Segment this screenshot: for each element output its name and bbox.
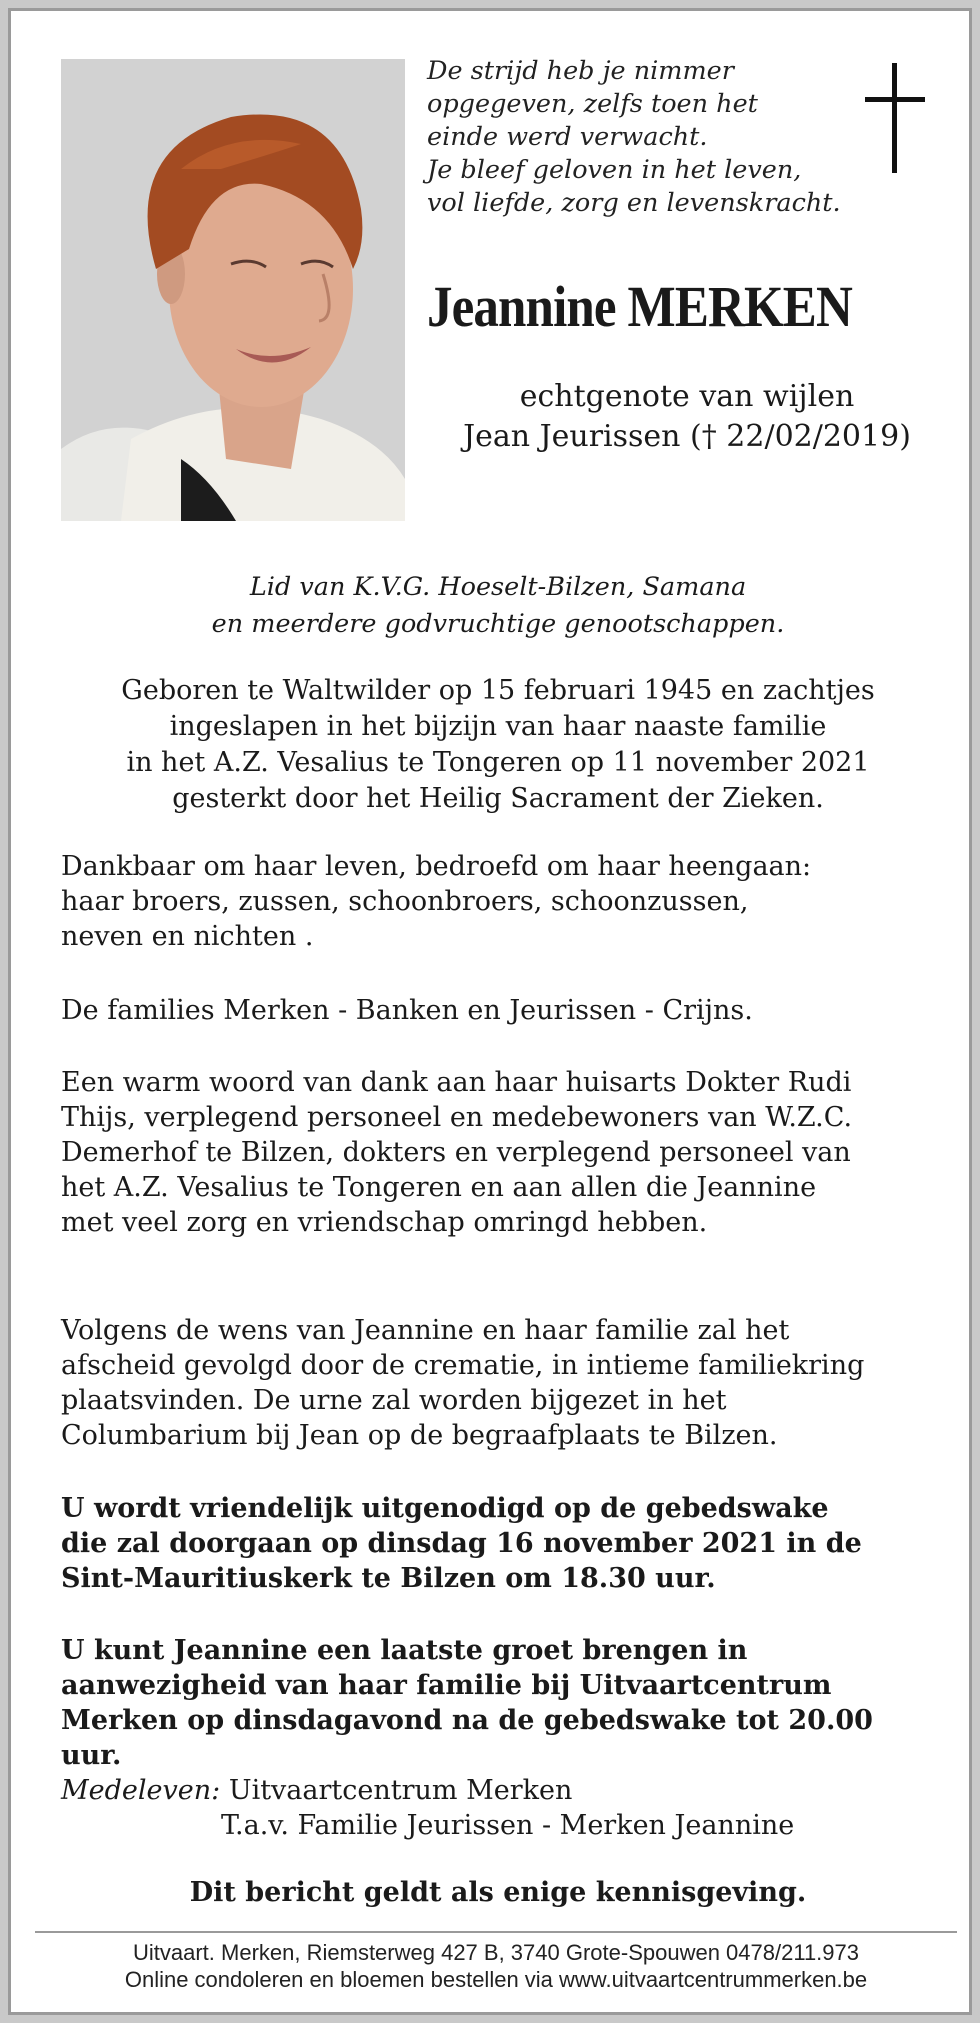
divider bbox=[35, 1931, 957, 1933]
visit-line: U kunt Jeannine een laatste groet brengen in bbox=[61, 1635, 748, 1666]
portrait-illustration bbox=[61, 59, 405, 521]
birth-line: Geboren te Waltwilder op 15 februari 1945 en zachtjes bbox=[121, 675, 875, 706]
mourners-line: neven en nichten . bbox=[61, 921, 314, 952]
verse-line: opgegeven, zelfs toen het bbox=[427, 89, 758, 119]
condolences-attention: T.a.v. Familie Jeurissen - Merken Jeannine bbox=[221, 1810, 795, 1841]
birth-line: in het A.Z. Vesalius te Tongeren op 11 november 2021 bbox=[126, 747, 870, 778]
visit-line: aanwezigheid van haar familie bij Uitvaartcentrum bbox=[61, 1670, 832, 1701]
footer-address: Uitvaart. Merken, Riemsterweg 427 B, 3740 Grote-Spouwen 0478/211.973 bbox=[133, 1940, 859, 1965]
farewell-line: plaatsvinden. De urne zal worden bijgezet in het bbox=[61, 1385, 727, 1416]
invitation bbox=[61, 1491, 935, 1596]
birth-line: ingeslapen in het bijzijn van haar naaste familie bbox=[169, 711, 827, 742]
verse-line: Je bleef geloven in het leven, bbox=[427, 155, 802, 185]
membership bbox=[61, 569, 935, 643]
mourners-line: Dankbaar om haar leven, bedroefd om haar heengaan: bbox=[61, 851, 812, 882]
visit-info bbox=[61, 1633, 935, 1773]
footer bbox=[35, 1939, 957, 1993]
thanks-line: Demerhof te Bilzen, dokters en verplegend personeel van bbox=[61, 1137, 851, 1168]
verse-line: vol liefde, zorg en levenskracht. bbox=[427, 188, 841, 218]
condolences-recipient: Uitvaartcentrum Merken bbox=[228, 1775, 573, 1806]
condolences-line bbox=[61, 1773, 935, 1808]
condolences bbox=[61, 1773, 935, 1843]
families: De families Merken - Banken en Jeurissen - Crijns. bbox=[61, 995, 753, 1026]
condolences-label: Medeleven: bbox=[61, 1775, 221, 1806]
cross-icon bbox=[865, 63, 925, 173]
spouse-line: Jean Jeurissen († 22/02/2019) bbox=[463, 419, 911, 454]
invitation-line: Sint-Mauritiuskerk te Bilzen om 18.30 uur. bbox=[61, 1563, 716, 1594]
thanks-line: Thijs, verplegend personeel en medebewoners van W.Z.C. bbox=[61, 1102, 853, 1133]
membership-line: en meerdere godvruchtige genootschappen. bbox=[211, 609, 785, 639]
farewell-line: Columbarium bij Jean op de begraafplaats te Bilzen. bbox=[61, 1420, 778, 1451]
visit-line: Merken op dinsdagavond na de gebedswake tot 20.00 uur. bbox=[61, 1705, 873, 1771]
notice: Dit bericht geldt als enige kennisgeving. bbox=[189, 1877, 807, 1908]
mourners bbox=[61, 849, 935, 954]
mourners-line: haar broers, zussen, schoonbroers, schoonzussen, bbox=[61, 886, 749, 917]
spouse-line: echtgenote van wijlen bbox=[519, 379, 855, 414]
thanks-line: Een warm woord van dank aan haar huisarts Dokter Rudi bbox=[61, 1067, 852, 1098]
invitation-line: die zal doorgaan op dinsdag 16 november 2021 in de bbox=[61, 1528, 862, 1559]
portrait-photo bbox=[61, 59, 405, 521]
thanks-line: het A.Z. Vesalius te Tongeren en aan allen die Jeannine bbox=[61, 1172, 817, 1203]
verse-line: einde werd verwacht. bbox=[427, 122, 708, 152]
verse-line: De strijd heb je nimmer bbox=[427, 56, 734, 86]
thanks bbox=[61, 1065, 935, 1240]
birth-death-details bbox=[61, 673, 935, 817]
invitation-line: U wordt vriendelijk uitgenodigd op de gebedswake bbox=[61, 1493, 829, 1524]
thanks-line: met veel zorg en vriendschap omringd hebben. bbox=[61, 1207, 708, 1238]
spouse-info bbox=[427, 377, 947, 457]
farewell-line: Volgens de wens van Jeannine en haar familie zal het bbox=[61, 1315, 790, 1346]
obituary-card bbox=[8, 8, 972, 2015]
birth-line: gesterkt door het Heilig Sacrament der Zieken. bbox=[172, 783, 824, 814]
verse bbox=[427, 55, 847, 220]
deceased-name: Jeannine MERKEN bbox=[427, 274, 852, 339]
footer-website: Online condoleren en bloemen bestellen via www.uitvaartcentrummerken.be bbox=[124, 1967, 868, 1992]
farewell-line: afscheid gevolgd door de crematie, in intieme familiekring bbox=[61, 1350, 865, 1381]
membership-line: Lid van K.V.G. Hoeselt-Bilzen, Samana bbox=[249, 572, 747, 602]
farewell bbox=[61, 1313, 935, 1453]
